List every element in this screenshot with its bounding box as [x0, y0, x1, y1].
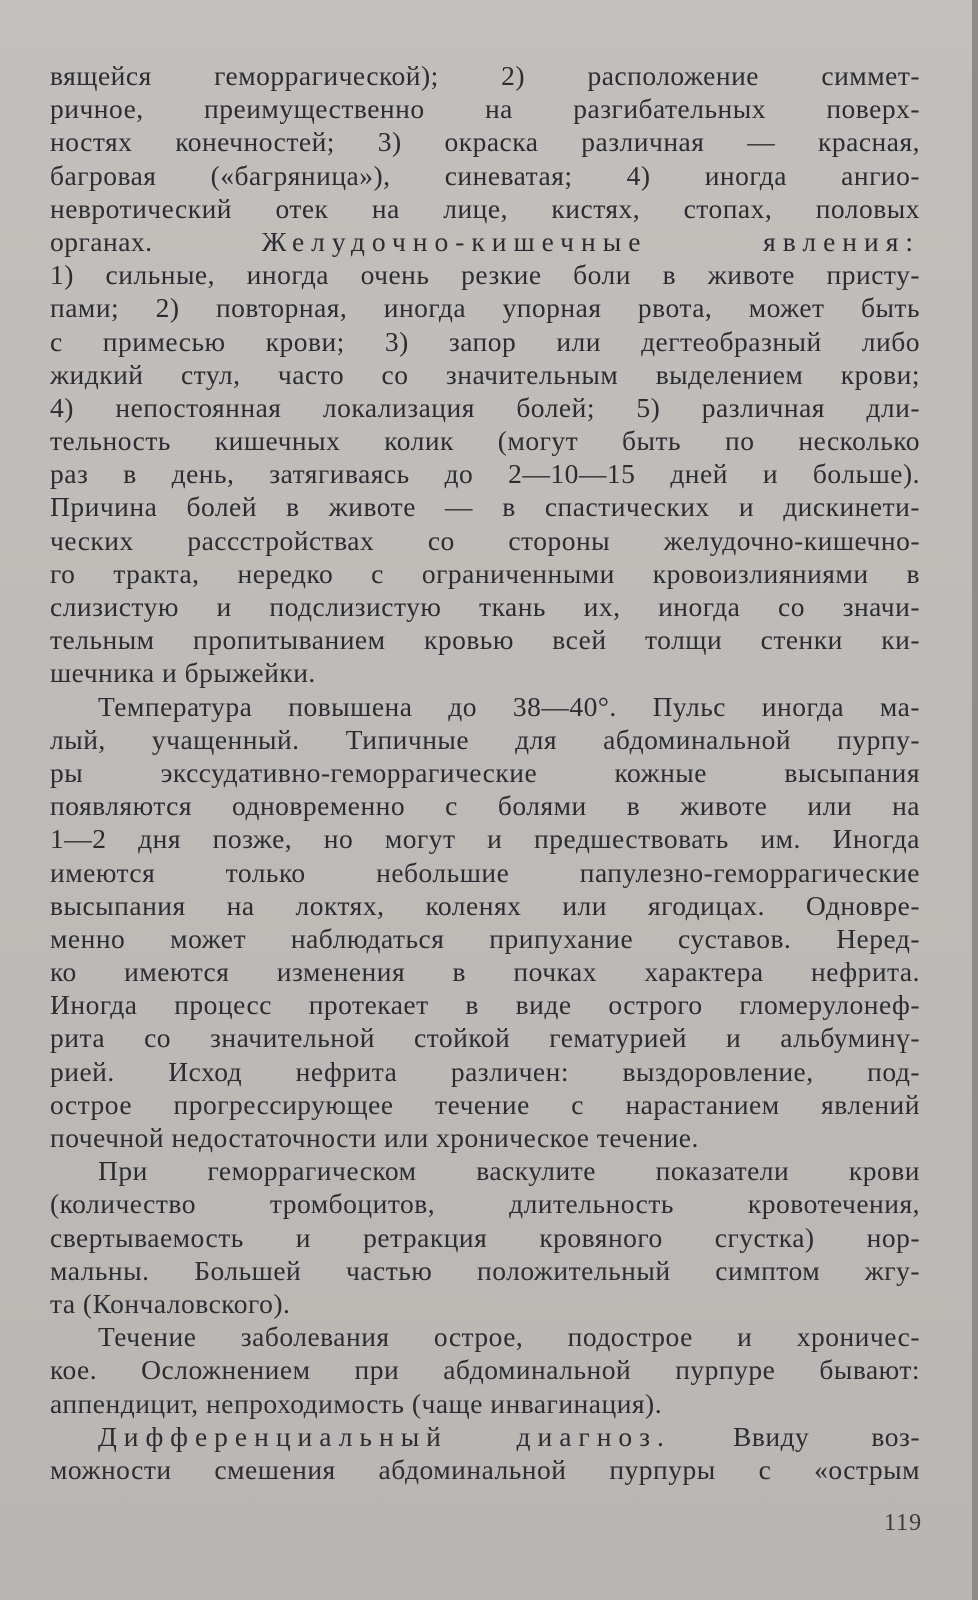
line-text: почечной недостаточности или хроническое течение. — [50, 1122, 699, 1153]
paragraph — [50, 1420, 920, 1486]
text-line — [50, 291, 920, 324]
text-line — [50, 258, 920, 291]
text-line — [50, 1420, 920, 1453]
text-line — [50, 1055, 920, 1088]
line-text: ностях конечностей; 3) окраска различная — красная, — [50, 126, 920, 158]
line-text: рита со значительной стойкой гематурией и альбуминү- — [50, 1022, 920, 1054]
paragraph — [50, 690, 920, 1155]
line-text: можности смешения абдоминальной пурпуры с «острым — [50, 1453, 920, 1485]
line-text: высыпания на локтях, коленях или ягодицах. Одновре- — [50, 889, 920, 921]
text-line — [50, 988, 920, 1021]
line-text: тельным пропитыванием кровью всей толщи стенки ки- — [50, 624, 920, 656]
text-line — [50, 789, 920, 822]
text-line — [50, 1121, 920, 1154]
line-text: лый, учащенный. Типичные для абдоминальной пурпу- — [50, 723, 920, 755]
paragraph — [50, 1320, 920, 1420]
text-line — [50, 623, 920, 656]
text-line — [50, 457, 920, 490]
line-text: (количество тромбоцитов, длительность кровотечения, — [50, 1188, 920, 1220]
text-line — [50, 125, 920, 158]
line-text: острое прогрессирующее течение с нарастанием явлений — [50, 1088, 920, 1120]
text-line — [50, 856, 920, 889]
line-text: Иногда процесс протекает в виде острого гломерулонеф- — [50, 989, 920, 1021]
text-line — [50, 756, 920, 789]
line-text: появляются одновременно с болями в животе или на — [50, 790, 920, 822]
line-text: 4) непостоянная локализация болей; 5) различная дли- — [50, 391, 920, 423]
line-text: та (Кончаловского). — [50, 1287, 291, 1319]
spaced-heading-text: Желудочно-кишечные явления: — [261, 225, 920, 257]
text-line — [50, 822, 920, 855]
text-line — [50, 424, 920, 457]
text-line — [50, 656, 920, 689]
line-text: пами; 2) повторная, иногда упорная рвота, может быть — [50, 292, 920, 324]
page-number: 119 — [884, 1510, 923, 1536]
line-text: шечника и брыжейки. — [50, 657, 316, 689]
line-text: органах. — [50, 225, 262, 257]
line-text: жидкий стул, часто со значительным выделением крови; — [50, 358, 920, 390]
text-line — [50, 1154, 920, 1187]
text-line — [50, 1021, 920, 1054]
text-line — [50, 889, 920, 922]
line-text: аппендицит, непроходимость (чаще инвагинация). — [50, 1387, 663, 1419]
text-line — [50, 955, 920, 988]
text-line — [50, 225, 920, 258]
page-body-text — [50, 59, 920, 1486]
line-text: 1—2 дня позже, но могут и предшествовать им. Иногда — [50, 823, 920, 855]
text-line — [50, 1088, 920, 1121]
line-text: невротический отек на лице, кистях, стопах, половых — [50, 192, 920, 224]
line-text: ричное, преимущественно на разгибательных поверх- — [50, 93, 920, 125]
text-line — [50, 922, 920, 955]
text-line — [50, 1221, 920, 1254]
line-text: ры экссудативно-геморрагические кожные высыпания — [50, 756, 920, 788]
paragraph — [50, 1154, 920, 1320]
text-line — [50, 59, 920, 92]
line-text: кое. Осложнением при абдоминальной пурпуре бывают: — [50, 1354, 920, 1386]
text-line — [50, 1353, 920, 1386]
text-line — [50, 524, 920, 557]
text-line — [50, 192, 920, 225]
line-text: слизистую и подслизистую ткань их, иногда со значи- — [50, 591, 920, 622]
line-text: Ввиду воз- — [670, 1420, 920, 1452]
line-text: свертываемость и ретракция кровяного сгустка) нор- — [50, 1221, 920, 1253]
line-text: вящейся геморрагической); 2) расположение симмет- — [50, 60, 920, 91]
text-line — [50, 1320, 920, 1353]
text-line — [50, 1254, 920, 1287]
text-line — [50, 1287, 920, 1320]
line-text: ко имеются изменения в почках характера нефрита. — [50, 956, 920, 988]
text-line — [50, 1187, 920, 1220]
text-line — [50, 690, 920, 723]
line-text: Причина болей в животе — в спастических и дискинети- — [50, 491, 920, 523]
page-edge — [972, 0, 978, 1600]
text-line — [50, 490, 920, 523]
line-text: го тракта, нередко с ограниченными кровоизлияниями в — [50, 557, 920, 589]
text-line — [50, 92, 920, 125]
text-line — [50, 391, 920, 424]
text-line — [50, 590, 920, 623]
line-text: Температура повышена до 38—40°. Пульс иногда ма- — [98, 690, 920, 722]
line-text: ческих рассстройствах со стороны желудочно-кишечно- — [50, 524, 920, 556]
line-text: имеются только небольшие папулезно-геморрагические — [50, 856, 920, 888]
spaced-heading-text: Дифференциальный диагноз. — [98, 1420, 671, 1452]
line-text: тельность кишечных колик (могут быть по несколько — [50, 425, 920, 457]
text-line — [50, 1453, 920, 1486]
text-line — [50, 159, 920, 192]
line-text: раз в день, затягиваясь до 2—10—15 дней и больше). — [50, 458, 920, 490]
paragraph — [50, 59, 920, 690]
line-text: мальны. Большей частью положительный симптом жгу- — [50, 1254, 920, 1286]
text-line — [50, 358, 920, 391]
line-text: с примесью крови; 3) запор или дегтеобразный либо — [50, 325, 920, 357]
text-line — [50, 557, 920, 590]
line-text: менно может наблюдаться припухание суставов. Неред- — [50, 922, 920, 954]
line-text: багровая («багряница»), синеватая; 4) иногда ангио- — [50, 159, 920, 191]
text-line — [50, 1387, 920, 1420]
text-line — [50, 325, 920, 358]
text-line — [50, 723, 920, 756]
line-text: Течение заболевания острое, подострое и хроничес- — [98, 1321, 920, 1353]
line-text: При геморрагическом васкулите показатели крови — [98, 1155, 920, 1187]
line-text: 1) сильные, иногда очень резкие боли в животе присту- — [50, 259, 920, 291]
line-text: рией. Исход нефрита различен: выздоровление, под- — [50, 1055, 920, 1087]
